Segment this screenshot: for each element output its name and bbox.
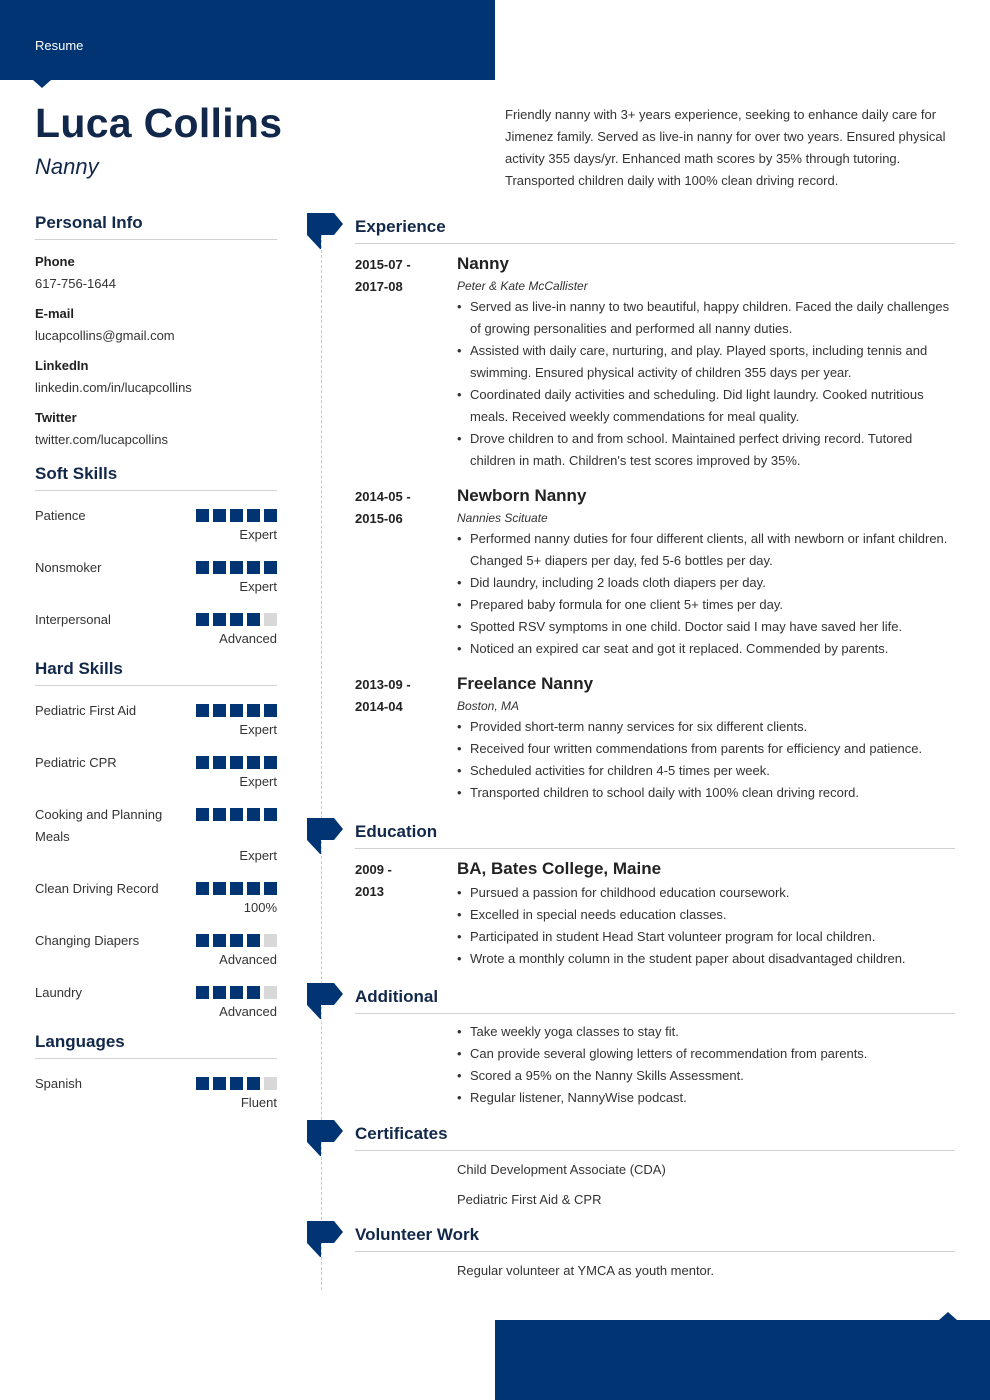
bullet-item: • Coordinated daily activities and scheduling. Did light laundry. Cooked nutritious meals. Received weekly commendations for meal quality. bbox=[457, 384, 955, 428]
rating-square-filled bbox=[247, 808, 260, 821]
skill-row bbox=[35, 804, 277, 864]
rating-square-filled bbox=[247, 934, 260, 947]
skill-level: 100% bbox=[243, 900, 277, 915]
summary-text: Friendly nanny with 3+ years experience, seeking to enhance daily care for Jimenez family. Served as live-in nanny for over two years. Ensured physical activity 355 days/yr. Enhanced math scores by 35% through tutoring. Transported children daily with 100% clean driving record. bbox=[505, 107, 946, 188]
skill-row bbox=[35, 557, 277, 595]
skill-name: Interpersonal bbox=[35, 612, 111, 627]
header-banner bbox=[0, 0, 495, 80]
personal-info-heading: Personal Info bbox=[35, 213, 277, 240]
bullet-item: • Can provide several glowing letters of recommendation from parents. bbox=[457, 1043, 955, 1065]
rating-square-filled bbox=[247, 561, 260, 574]
flag-icon bbox=[307, 1221, 343, 1257]
job-dates bbox=[355, 674, 445, 718]
skill-level: Advanced bbox=[219, 952, 277, 967]
bullet-item: • Wrote a monthly column in the student paper about disadvantaged children. bbox=[457, 948, 955, 970]
job-title: Newborn Nanny bbox=[457, 486, 587, 505]
job-bullets bbox=[457, 296, 955, 472]
skill-rating bbox=[196, 704, 277, 717]
skill-rating bbox=[196, 509, 277, 522]
job-body bbox=[457, 674, 955, 804]
rating-square-filled bbox=[196, 808, 209, 821]
date-end: 2014-04 bbox=[355, 699, 403, 714]
candidate-name: Luca Collins bbox=[35, 100, 283, 146]
phone-label: Phone bbox=[35, 254, 75, 269]
rating-square-filled bbox=[264, 561, 277, 574]
rating-square-filled bbox=[196, 509, 209, 522]
soft-skills-heading: Soft Skills bbox=[35, 464, 277, 491]
skill-row bbox=[35, 505, 277, 543]
rating-square-filled bbox=[264, 756, 277, 769]
bullet-item: • Take weekly yoga classes to stay fit. bbox=[457, 1021, 955, 1043]
education-bullets bbox=[457, 882, 955, 970]
personal-info-list bbox=[35, 254, 277, 448]
skill-name: Spanish bbox=[35, 1076, 82, 1091]
bullet-item: • Served as live-in nanny to two beautiful, happy children. Faced the daily challenges of growing personalities and performed all nanny duties. bbox=[457, 296, 955, 340]
skill-rating bbox=[196, 882, 277, 895]
footer-notch bbox=[939, 1312, 957, 1320]
bullet-item: • Drove children to and from school. Maintained perfect driving record. Tutored children in math. Children's test scores improved by 35%. bbox=[457, 428, 955, 472]
rating-square-filled bbox=[247, 613, 260, 626]
education-dates bbox=[355, 859, 445, 903]
education-body bbox=[457, 859, 955, 970]
rating-square-filled bbox=[196, 613, 209, 626]
footer-banner bbox=[495, 1320, 990, 1400]
skill-name: Pediatric First Aid bbox=[35, 703, 137, 718]
degree-title: BA, Bates College, Maine bbox=[457, 859, 662, 878]
rating-square-filled bbox=[247, 882, 260, 895]
rating-square-empty bbox=[264, 986, 277, 999]
experience-heading: Experience bbox=[355, 217, 955, 244]
skill-name: Cooking and Planning Meals bbox=[35, 807, 163, 844]
bullet-item: • Received four written commendations from parents for efficiency and patience. bbox=[457, 738, 955, 760]
skill-name: Patience bbox=[35, 508, 86, 523]
date-end: 2015-06 bbox=[355, 511, 403, 526]
date-end: 2017-08 bbox=[355, 279, 403, 294]
skill-rating bbox=[196, 808, 277, 821]
rating-square-filled bbox=[230, 509, 243, 522]
skill-rating bbox=[196, 986, 277, 999]
skill-row bbox=[35, 752, 277, 790]
job-bullets bbox=[457, 716, 955, 804]
rating-square-filled bbox=[196, 756, 209, 769]
skill-name: Clean Driving Record bbox=[35, 881, 159, 896]
rating-square-filled bbox=[213, 756, 226, 769]
job-title: Nanny bbox=[457, 254, 509, 273]
flag-icon bbox=[307, 1120, 343, 1156]
bullet-item: • Scored a 95% on the Nanny Skills Assessment. bbox=[457, 1065, 955, 1087]
languages-list bbox=[35, 1073, 277, 1111]
rating-square-filled bbox=[213, 509, 226, 522]
job-company: Peter & Kate McCallister bbox=[457, 279, 588, 293]
bullet-item: • Did laundry, including 2 loads cloth diapers per day. bbox=[457, 572, 955, 594]
rating-square-filled bbox=[247, 1077, 260, 1090]
rating-square-filled bbox=[247, 986, 260, 999]
linkedin-value: linkedin.com/in/lucapcollins bbox=[35, 380, 192, 395]
rating-square-filled bbox=[247, 509, 260, 522]
skill-row bbox=[35, 700, 277, 738]
email-value: lucapcollins@gmail.com bbox=[35, 328, 175, 343]
hard-skills-heading: Hard Skills bbox=[35, 659, 277, 686]
rating-square-filled bbox=[264, 509, 277, 522]
rating-square-filled bbox=[213, 704, 226, 717]
rating-square-filled bbox=[196, 986, 209, 999]
skill-row bbox=[35, 609, 277, 647]
bullet-item: • Excelled in special needs education classes. bbox=[457, 904, 955, 926]
volunteer-item: Regular volunteer at YMCA as youth mentor. bbox=[457, 1263, 715, 1278]
additional-bullets bbox=[457, 1021, 955, 1109]
resume-tab-label: Resume bbox=[35, 38, 84, 53]
job-title: Nanny bbox=[35, 154, 99, 179]
rating-square-filled bbox=[213, 808, 226, 821]
rating-square-filled bbox=[196, 561, 209, 574]
skill-rating bbox=[196, 756, 277, 769]
rating-square-filled bbox=[213, 613, 226, 626]
rating-square-filled bbox=[230, 704, 243, 717]
skill-level: Expert bbox=[239, 579, 277, 594]
job-body bbox=[457, 254, 955, 472]
additional-heading: Additional bbox=[355, 987, 955, 1014]
job-company: Boston, MA bbox=[457, 699, 520, 713]
job-company: Nannies Scituate bbox=[457, 511, 548, 525]
date-start: 2014-05 - bbox=[355, 489, 411, 504]
volunteer-heading: Volunteer Work bbox=[355, 1225, 955, 1252]
flag-icon bbox=[307, 213, 343, 249]
rating-square-filled bbox=[230, 561, 243, 574]
linkedin-label: LinkedIn bbox=[35, 358, 89, 373]
skill-level: Expert bbox=[239, 527, 277, 542]
bullet-item: • Provided short-term nanny services for six different clients. bbox=[457, 716, 955, 738]
skill-name: Changing Diapers bbox=[35, 933, 140, 948]
rating-square-filled bbox=[230, 934, 243, 947]
rating-square-filled bbox=[213, 986, 226, 999]
rating-square-filled bbox=[196, 934, 209, 947]
rating-square-filled bbox=[213, 934, 226, 947]
rating-square-empty bbox=[264, 1077, 277, 1090]
certificate-item: Pediatric First Aid & CPR bbox=[457, 1192, 602, 1207]
education-heading: Education bbox=[355, 822, 955, 849]
rating-square-filled bbox=[247, 756, 260, 769]
bullet-item: • Scheduled activities for children 4-5 times per week. bbox=[457, 760, 955, 782]
rating-square-filled bbox=[230, 613, 243, 626]
phone-value: 617-756-1644 bbox=[35, 276, 116, 291]
languages-heading: Languages bbox=[35, 1032, 277, 1059]
rating-square-filled bbox=[264, 882, 277, 895]
skill-row bbox=[35, 930, 277, 968]
skill-rating bbox=[196, 613, 277, 626]
flag-icon bbox=[307, 983, 343, 1019]
rating-square-filled bbox=[213, 561, 226, 574]
hard-skills-list bbox=[35, 700, 277, 1020]
skill-name: Nonsmoker bbox=[35, 560, 102, 575]
certificate-item: Child Development Associate (CDA) bbox=[457, 1162, 666, 1177]
additional-body bbox=[457, 1018, 955, 1109]
skill-level: Fluent bbox=[240, 1095, 277, 1110]
job-bullets bbox=[457, 528, 955, 660]
banner-notch bbox=[33, 80, 51, 88]
date-end: 2013 bbox=[355, 884, 384, 899]
job-body bbox=[457, 486, 955, 660]
date-start: 2013-09 - bbox=[355, 677, 411, 692]
skill-level: Expert bbox=[239, 722, 277, 737]
skill-rating bbox=[196, 934, 277, 947]
flag-icon bbox=[307, 818, 343, 854]
rating-square-filled bbox=[230, 756, 243, 769]
date-start: 2015-07 - bbox=[355, 257, 411, 272]
bullet-item: • Pursued a passion for childhood education coursework. bbox=[457, 882, 955, 904]
twitter-label: Twitter bbox=[35, 410, 77, 425]
bullet-item: • Spotted RSV symptoms in one child. Doctor said I may have saved her life. bbox=[457, 616, 955, 638]
skill-row bbox=[35, 982, 277, 1020]
bullet-item: • Assisted with daily care, nurturing, and play. Played sports, including tennis and swimming. Ensured physical activity of children 355 days per year. bbox=[457, 340, 955, 384]
rating-square-filled bbox=[196, 882, 209, 895]
soft-skills-list bbox=[35, 505, 277, 647]
bullet-item: • Performed nanny duties for four different clients, all with newborn or infant children. Changed 5+ diapers per day, fed 5-6 bottles per day. bbox=[457, 528, 955, 572]
skill-row bbox=[35, 1073, 277, 1111]
job-dates bbox=[355, 486, 445, 530]
rating-square-filled bbox=[196, 1077, 209, 1090]
bullet-item: • Transported children to school daily with 100% clean driving record. bbox=[457, 782, 955, 804]
rating-square-filled bbox=[230, 808, 243, 821]
rating-square-filled bbox=[230, 986, 243, 999]
left-column bbox=[35, 213, 277, 1111]
skill-name: Laundry bbox=[35, 985, 82, 1000]
skill-rating bbox=[196, 1077, 277, 1090]
skill-row bbox=[35, 878, 277, 916]
twitter-value: twitter.com/lucapcollins bbox=[35, 432, 168, 447]
rating-square-filled bbox=[264, 808, 277, 821]
rating-square-empty bbox=[264, 934, 277, 947]
rating-square-filled bbox=[264, 704, 277, 717]
rating-square-filled bbox=[230, 1077, 243, 1090]
email-label: E-mail bbox=[35, 306, 75, 321]
rating-square-empty bbox=[264, 613, 277, 626]
skill-level: Advanced bbox=[219, 631, 277, 646]
skill-level: Expert bbox=[239, 774, 277, 789]
skill-level: Advanced bbox=[219, 1004, 277, 1019]
rating-square-filled bbox=[213, 1077, 226, 1090]
skill-level: Expert bbox=[239, 848, 277, 863]
skill-rating bbox=[196, 561, 277, 574]
rating-square-filled bbox=[230, 882, 243, 895]
certificates-heading: Certificates bbox=[355, 1124, 955, 1151]
date-start: 2009 - bbox=[355, 862, 392, 877]
bullet-item: • Prepared baby formula for one client 5+ times per day. bbox=[457, 594, 955, 616]
bullet-item: • Participated in student Head Start volunteer program for local children. bbox=[457, 926, 955, 948]
job-title: Freelance Nanny bbox=[457, 674, 594, 693]
bullet-item: • Noticed an expired car seat and got it replaced. Commended by parents. bbox=[457, 638, 955, 660]
rating-square-filled bbox=[213, 882, 226, 895]
rating-square-filled bbox=[196, 704, 209, 717]
skill-name: Pediatric CPR bbox=[35, 755, 117, 770]
job-dates bbox=[355, 254, 445, 298]
bullet-item: • Regular listener, NannyWise podcast. bbox=[457, 1087, 955, 1109]
rating-square-filled bbox=[247, 704, 260, 717]
